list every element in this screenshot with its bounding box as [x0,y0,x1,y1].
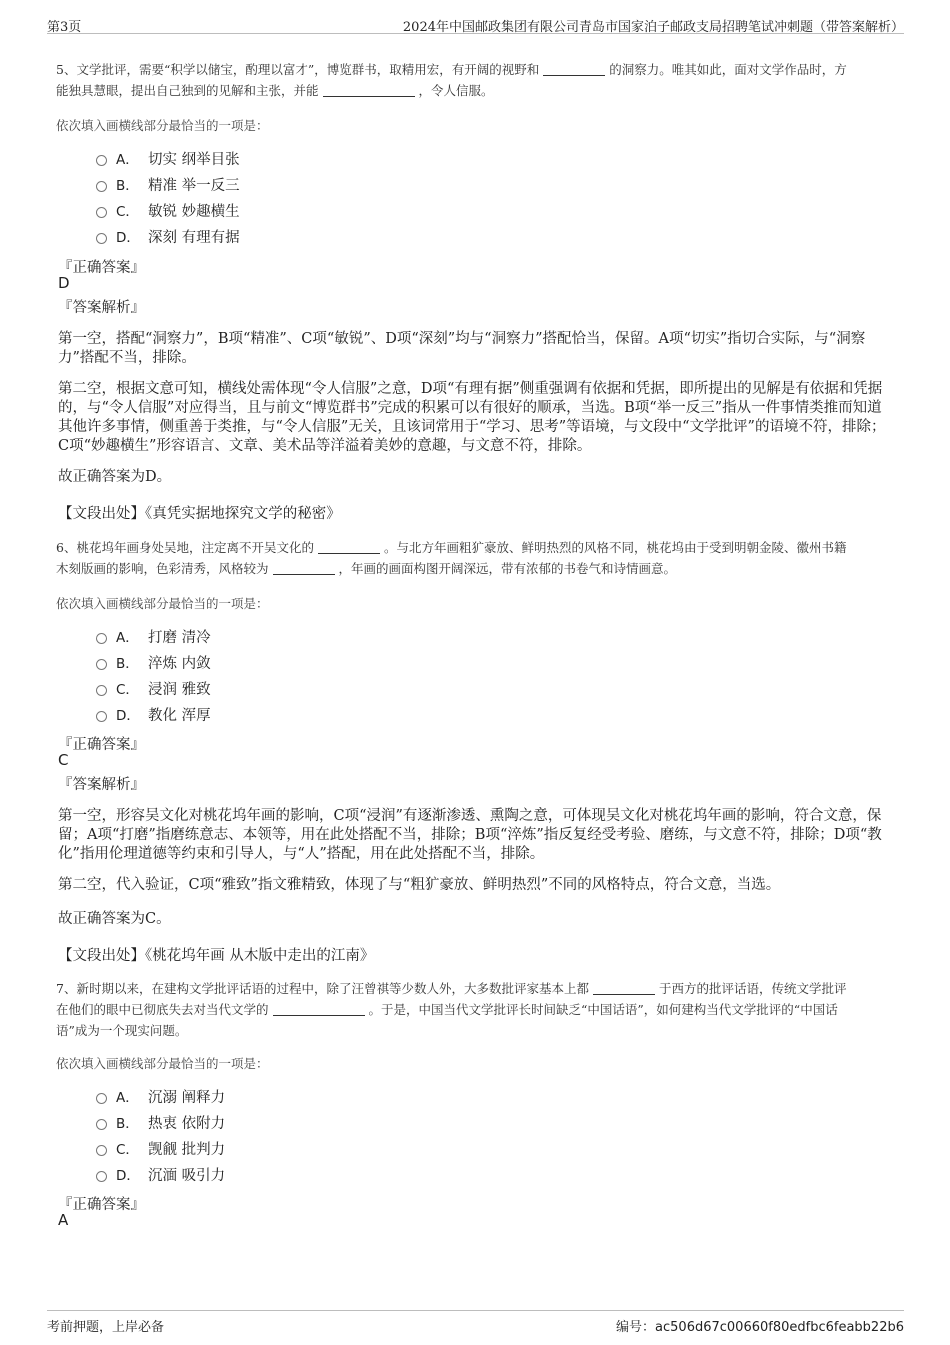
answer-blank [323,82,415,97]
question-7-line2b: 。于是，中国当代文学批评长时间缺乏“中国话语”，如何建构当代文学批评的“中国话 [368,1002,838,1017]
answer-blank [318,539,380,554]
analysis-paragraph: 第二空，代入验证，C项“雅致”指文雅精致，体现了与“粗犷豪放、鲜明热烈”不同的风格特点，符合文意，当选。 [58,877,781,893]
option-d[interactable] [96,223,240,249]
option-c[interactable] [96,675,211,701]
source-label: 【文段出处】 [58,506,145,522]
option-b[interactable] [96,649,211,675]
option-letter: B． [116,178,139,194]
question-6-text [56,537,898,579]
code-value: ac506d67c00660f80edfbc6feabb22b6 [655,1320,904,1335]
option-letter: D． [116,708,140,724]
option-text: 热衷 依附力 [148,1115,226,1132]
page-footer [47,1310,904,1337]
option-letter: D． [116,230,140,246]
question-5-text [56,59,898,101]
answer-blank [543,61,605,76]
correct-answer-label: 『正确答案』 [58,737,145,753]
option-letter: A． [116,152,139,168]
source-title: 《真凭实据地探究文学的秘密》 [145,506,341,522]
option-a[interactable] [96,623,211,649]
option-c[interactable] [96,1135,225,1161]
radio-icon[interactable] [96,1171,107,1182]
question-6-prompt: 依次填入画横线部分最恰当的一项是： [56,596,269,611]
question-5-line1a: 5、文学批评，需要“积学以储宝，酌理以富才”，博览群书，取精用宏，有开阔的视野和 [56,62,540,77]
option-text: 打磨 清冷 [148,629,211,646]
option-letter: B． [116,656,139,672]
option-text: 沉溺 阐释力 [148,1089,226,1106]
analysis-conclusion: 故正确答案为D。 [58,469,172,485]
question-7-text [56,978,898,1041]
question-5-prompt: 依次填入画横线部分最恰当的一项是： [56,118,269,133]
question-7-line3: 语”成为一个现实问题。 [56,1023,188,1038]
footer-slogan: 考前押题，上岸必备 [47,1320,165,1335]
question-6-line1b: 。与北方年画粗犷豪放、鲜明热烈的风格不同，桃花坞由于受到明朝金陵、徽州书籍 [383,540,847,555]
option-text: 精准 举一反三 [148,177,240,194]
document-title: 2024年中国邮政集团有限公司青岛市国家泊子邮政支局招聘笔试冲刺题（带答案解析） [402,20,904,35]
analysis-conclusion: 故正确答案为C。 [58,911,171,927]
radio-icon[interactable] [96,711,107,722]
option-b[interactable] [96,1109,225,1135]
question-5-line2b: ，令人信服。 [418,83,494,98]
option-text: 沉湎 吸引力 [148,1167,226,1184]
option-text: 深刻 有理有据 [148,229,240,246]
option-text: 切实 纲举目张 [148,151,240,168]
answer-blank [273,1001,365,1016]
option-a[interactable] [96,1083,225,1109]
radio-icon[interactable] [96,1093,107,1104]
answer-blank [273,560,335,575]
question-7-line1a: 7、新时期以来，在建构文学批评话语的过程中，除了汪曾祺等少数人外，大多数批评家基本上都 [56,981,589,996]
question-5-line1b: 的洞察力。唯其如此，面对文学作品时，方 [609,62,847,77]
option-a[interactable] [96,145,240,171]
radio-icon[interactable] [96,1145,107,1156]
option-letter: A． [116,630,139,646]
question-7-prompt: 依次填入画横线部分最恰当的一项是： [56,1056,269,1071]
correct-answer: C [58,751,69,769]
radio-icon[interactable] [96,181,107,192]
page-number: 第3页 [47,20,82,35]
answer-blank [593,980,655,995]
radio-icon[interactable] [96,1119,107,1130]
analysis-paragraph: 第一空，形容吴文化对桃花坞年画的影响，C项“浸润”有逐渐渗透、熏陶之意，可体现吴文化对桃花坞年画的影响，符合文意，保留；A项“打磨”指磨练意志、本领等，用在此处搭配不当，排除；B项“淬炼”指反复经受考验、磨练，与文意不符，排除；D项“教化”指用伦理道德等约束和引导人，与“人”搭配，用在此处搭配不当，排除。 [58,808,882,862]
radio-icon[interactable] [96,207,107,218]
option-letter: A． [116,1090,139,1106]
radio-icon[interactable] [96,155,107,166]
question-5-line2a: 能独具慧眼，提出自己独到的见解和主张，并能 [56,83,319,98]
option-text: 淬炼 内敛 [148,655,211,672]
radio-icon[interactable] [96,233,107,244]
source-title: 《桃花坞年画 从木版中走出的江南》 [145,948,375,964]
page-header [47,14,904,34]
analysis-label: 『答案解析』 [58,777,145,793]
option-text: 觊觎 批判力 [148,1141,226,1158]
code-label: 编号： [616,1320,656,1335]
correct-answer: A [58,1211,69,1229]
option-letter: B． [116,1116,139,1132]
question-6-options [96,623,211,727]
option-c[interactable] [96,197,240,223]
source-line [58,502,341,523]
analysis-label: 『答案解析』 [58,300,145,316]
question-5-options [96,145,240,249]
analysis-paragraph: 第二空，根据文意可知，横线处需体现“令人信服”之意，D项“有理有据”侧重强调有依据和凭据，即所提出的见解是有依据和凭据的，与“令人信服”对应得当，且与前文“博览群书”完成的积累可以有很好的顺承，当选。B项“举一反三”指从一件事情类推而知道其他许多事情，侧重善于类推，与“令人信服”无关，且该词常用于“学习、思考”等语境，与文段中“文学批评”的语境不符，排除；C项“妙趣横生”形容语言、文章、美术品等洋溢着美妙的意趣，与文意不符，排除。 [58,381,886,454]
option-text: 教化 浑厚 [148,707,211,724]
radio-icon[interactable] [96,685,107,696]
correct-answer-label: 『正确答案』 [58,1197,145,1213]
option-letter: D． [116,1168,140,1184]
source-line [58,944,374,965]
document-code [616,1316,904,1335]
option-letter: C． [116,1142,139,1158]
option-b[interactable] [96,171,240,197]
option-text: 浸润 雅致 [148,681,211,698]
question-7-line2a: 在他们的眼中已彻底失去对当代文学的 [56,1002,269,1017]
question-7-line1b: 于西方的批评话语，传统文学批评 [658,981,847,996]
source-label: 【文段出处】 [58,948,145,964]
option-text: 敏锐 妙趣横生 [148,203,240,220]
question-6-line1a: 6、桃花坞年画身处吴地，注定离不开吴文化的 [56,540,314,555]
radio-icon[interactable] [96,659,107,670]
question-6-line2a: 木刻版画的影响，色彩清秀，风格较为 [56,561,269,576]
question-7-options [96,1083,225,1187]
correct-answer: D [58,274,70,292]
option-letter: C． [116,204,139,220]
option-letter: C． [116,682,139,698]
option-d[interactable] [96,701,211,727]
correct-answer-label: 『正确答案』 [58,260,145,276]
analysis-paragraph: 第一空，搭配“洞察力”，B项“精准”、C项“敏锐”、D项“深刻”均与“洞察力”搭配恰当，保留。A项“切实”指切合实际，与“洞察力”搭配不当，排除。 [58,331,866,366]
question-6-line2b: ，年画的画面构图开阔深远，带有浓郁的书卷气和诗情画意。 [338,561,677,576]
option-d[interactable] [96,1161,225,1187]
radio-icon[interactable] [96,633,107,644]
